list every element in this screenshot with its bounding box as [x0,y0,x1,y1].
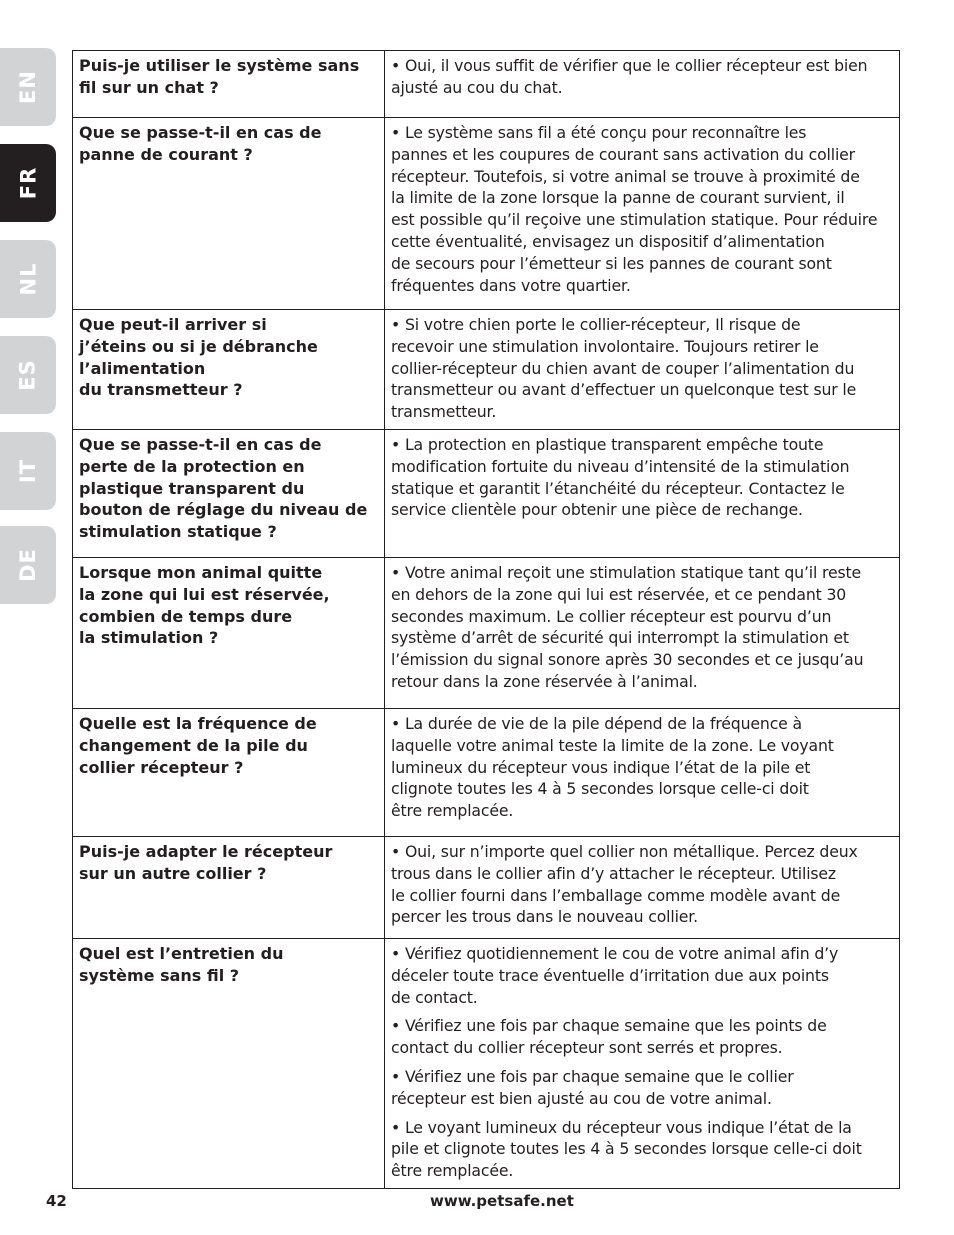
question-line: sur un autre collier ? [79,863,267,883]
language-tab-it[interactable] [0,432,56,510]
answer-line: récepteur. Toutefois, si votre animal se trouve à proximité de [391,166,860,186]
faq-answer [385,938,900,1188]
answer-line: pannes et les coupures de courant sans activation du collier [391,144,855,164]
faq-row [73,429,900,557]
faq-row [73,310,900,430]
question-line: stimulation statique ? [79,522,277,542]
question-line: Puis-je adapter le récepteur [79,841,333,861]
answer-line: • Si votre chien porte le collier-récepteur, Il risque de [391,315,801,334]
faq-question [73,429,385,557]
question-line: Que peut-il arriver si [79,315,267,334]
question-line: changement de la pile du [79,735,308,755]
answer-paragraph [391,122,893,296]
answer-line: être remplacée. [391,801,514,821]
answer-line: système d’arrêt de sécurité qui interrompt la stimulation et [391,628,849,648]
faq-answer [385,708,900,836]
page-number: 42 [46,1192,67,1210]
answer-line: • Oui, il vous suffit de vérifier que le collier récepteur est bien [391,56,868,75]
language-tab-es[interactable] [0,336,56,414]
answer-line: transmetteur ou avant d’effectuer un quelconque test sur le [391,380,857,400]
language-tab-de[interactable] [0,526,56,604]
language-tab-label: NL [16,262,40,296]
question-line: collier récepteur ? [79,757,244,777]
answer-line: la limite de la zone lorsque la panne de courant survient, il [391,188,845,208]
question-line: j’éteins ou si je débranche [79,336,318,356]
question-line: Quel est l’entretien du [79,943,284,963]
language-tab-label: EN [15,70,40,104]
answer-line: retour dans la zone réservée à l’animal. [391,671,698,691]
faq-row [73,836,900,938]
answer-paragraph [391,1066,893,1110]
faq-question [73,938,385,1188]
answer-line: • Vérifiez une fois par chaque semaine que les points de [391,1016,827,1036]
faq-question [73,118,385,310]
answer-line: • La protection en plastique transparent empêche toute [391,434,824,454]
answer-line: de contact. [391,987,478,1007]
answer-line: • Vérifiez quotidiennement le cou de votre animal afin d’y [391,943,839,963]
answer-line: en dehors de la zone qui lui est réservée, et ce pendant 30 [391,584,847,604]
faq-row [73,118,900,310]
answer-line: modification fortuite du niveau d’intensité de la stimulation [391,456,850,476]
question-line: Puis-je utiliser le système sans [79,56,360,75]
answer-line: clignote toutes les 4 à 5 secondes lorsque celle-ci doit [391,779,809,799]
answer-line: laquelle votre animal teste la limite de la zone. Le voyant [391,735,834,755]
faq-answer [385,51,900,118]
language-tab-en[interactable] [0,48,56,126]
answer-paragraph [391,55,893,99]
answer-line: trous dans le collier afin d’y attacher le récepteur. Utilisez [391,863,837,883]
faq-row [73,708,900,836]
answer-line: déceler toute trace éventuelle d’irritation due aux points [391,965,829,985]
question-line: Quelle est la fréquence de [79,713,317,733]
answer-line: cette éventualité, envisagez un dispositif d’alimentation [391,231,825,251]
faq-question [73,708,385,836]
faq-question [73,557,385,708]
faq-row [73,557,900,708]
answer-paragraph [391,562,893,693]
question-line: combien de temps dure [79,606,293,626]
answer-paragraph [391,1117,893,1182]
answer-line: de secours pour l’émetteur si les pannes de courant sont [391,253,832,273]
answer-line: • Votre animal reçoit une stimulation statique tant qu’il reste [391,562,862,582]
answer-line: percer les trous dans le nouveau collier. [391,907,698,927]
faq-answer [385,118,900,310]
faq-question [73,51,385,118]
question-line: la stimulation ? [79,628,219,648]
answer-line: statique et garantit l’étanchéité du récepteur. Contactez le [391,478,845,498]
language-tab-label: FR [15,166,40,200]
website-link[interactable]: www.petsafe.net [430,1192,574,1210]
answer-line: récepteur est bien ajusté au cou de votre animal. [391,1088,772,1108]
faq-answer [385,310,900,430]
answer-line: recevoir une stimulation involontaire. Toujours retirer le [391,336,819,356]
faq-table [72,50,900,1189]
answer-paragraph [391,1015,893,1059]
faq-row [73,51,900,118]
faq-question [73,310,385,430]
question-line: panne de courant ? [79,144,253,164]
question-line: système sans fil ? [79,965,240,985]
answer-line: secondes maximum. Le collier récepteur est pourvu d’un [391,606,832,626]
answer-paragraph [391,943,893,1008]
question-line: la zone qui lui est réservée, [79,584,330,604]
language-tab-label: IT [15,458,40,484]
answer-paragraph [391,434,893,521]
answer-paragraph [391,841,893,928]
question-line: Lorsque mon animal quitte [79,562,323,582]
language-tab-fr[interactable] [0,144,56,222]
question-line: Que se passe-t-il en cas de [79,434,322,454]
answer-line: lumineux du récepteur vous indique l’état de la pile et [391,757,811,777]
answer-line: collier-récepteur du chien avant de couper l’alimentation du [391,358,855,378]
faq-row [73,938,900,1188]
language-tab-label: ES [15,359,40,391]
question-line: Que se passe-t-il en cas de [79,123,322,142]
question-line: fil sur un chat ? [79,77,219,97]
answer-line: • Oui, sur n’importe quel collier non métallique. Percez deux [391,841,858,861]
faq-answer [385,836,900,938]
faq-answer [385,429,900,557]
answer-line: fréquentes dans votre quartier. [391,275,631,295]
question-line: bouton de réglage du niveau de [79,500,368,520]
answer-line: service clientèle pour obtenir une pièce de rechange. [391,500,803,520]
answer-line: • Le système sans fil a été conçu pour reconnaître les [391,123,807,142]
answer-line: • La durée de vie de la pile dépend de la fréquence à [391,713,802,733]
answer-paragraph [391,713,893,822]
language-tab-label: DE [16,548,40,582]
question-line: plastique transparent du [79,478,305,498]
answer-line: pile et clignote toutes les 4 à 5 secondes lorsque celle-ci doit [391,1139,862,1159]
answer-line: • Vérifiez une fois par chaque semaine que le collier [391,1066,794,1086]
answer-line: • Le voyant lumineux du récepteur vous indique l’état de la [391,1117,852,1137]
answer-paragraph [391,314,893,423]
answer-line: contact du collier récepteur sont serrés et propres. [391,1038,783,1058]
language-tab-nl[interactable] [0,240,56,318]
answer-line: être remplacée. [391,1161,514,1181]
answer-line: est possible qu’il reçoive une stimulation statique. Pour réduire [391,210,878,230]
question-line: l’alimentation [79,358,206,378]
answer-line: le collier fourni dans l’emballage comme modèle avant de [391,885,841,905]
question-line: perte de la protection en [79,456,305,476]
question-line: du transmetteur ? [79,380,243,400]
answer-line: transmetteur. [391,402,497,422]
faq-answer [385,557,900,708]
answer-line: ajusté au cou du chat. [391,77,563,97]
faq-question [73,836,385,938]
answer-line: l’émission du signal sonore après 30 secondes et ce jusqu’au [391,650,864,670]
